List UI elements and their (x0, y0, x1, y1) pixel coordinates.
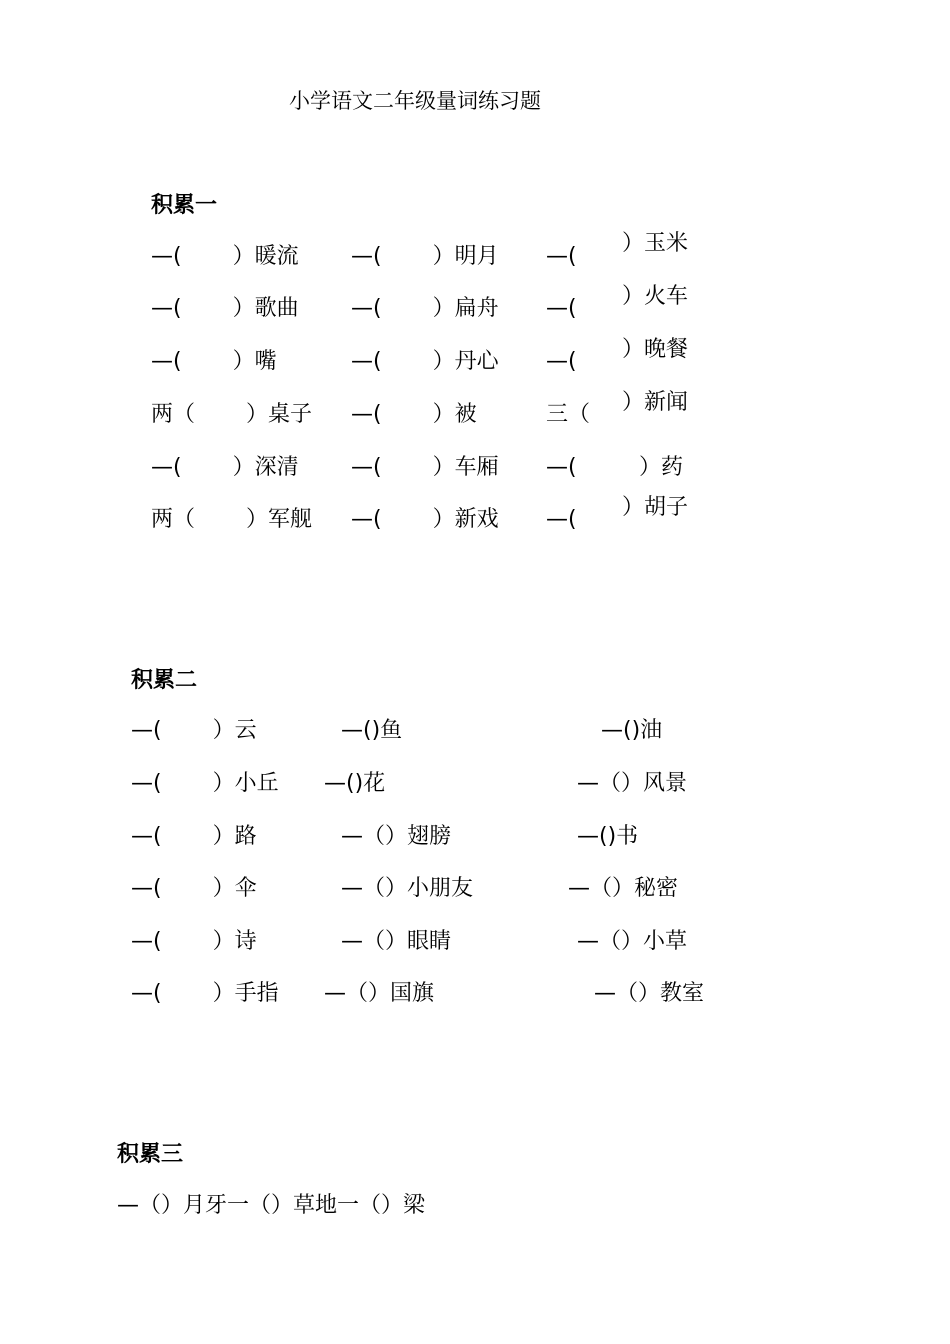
exercise-item: —( ）嘴 (151, 349, 277, 374)
exercise-item: 三（ (546, 402, 591, 427)
exercise-item: —（）小草 (577, 929, 688, 954)
exercise-item: —( ）手指 (131, 981, 279, 1006)
exercise-item: —（）小朋友 (341, 876, 474, 901)
exercise-item: —( ）车厢 (351, 455, 499, 480)
exercise-item: —( (546, 455, 577, 480)
exercise-item: ）药 (639, 455, 684, 480)
exercise-item-wrapped: ）玉米 (622, 231, 689, 256)
exercise-item: —（）秘密 (568, 876, 679, 901)
exercise-item: 两（ ）桌子 (151, 402, 312, 427)
exercise-item-wrapped: ）新闻 (622, 390, 689, 415)
exercise-item: —()书 (577, 824, 639, 849)
exercise-item: —( ）小丘 (131, 771, 279, 796)
section1-heading: 积累一 (151, 193, 218, 218)
exercise-item: —（）风景 (577, 771, 688, 796)
exercise-item: —( ）歌曲 (151, 296, 299, 321)
exercise-item: —（）翅膀 (341, 824, 452, 849)
exercise-item: —( (546, 507, 577, 532)
exercise-item: —( ）诗 (131, 929, 257, 954)
exercise-item: —( (546, 349, 577, 374)
exercise-item: —()油 (601, 718, 663, 743)
exercise-item: —( (546, 244, 577, 269)
exercise-item: —( ）云 (131, 718, 257, 743)
exercise-item: —( ）扁舟 (351, 296, 499, 321)
exercise-item: —( ）深清 (151, 455, 299, 480)
exercise-item: —( ）被 (351, 402, 477, 427)
exercise-item: —（）眼睛 (341, 929, 452, 954)
exercise-item: —（）国旗 (324, 981, 435, 1006)
exercise-item: —（）教室 (594, 981, 705, 1006)
exercise-item-wrapped: ）火车 (622, 284, 689, 309)
exercise-item: —()花 (324, 771, 386, 796)
exercise-item: —( ）路 (131, 824, 257, 849)
page-title: 小学语文二年级量词练习题 (289, 89, 541, 113)
exercise-item-wrapped: ）晚餐 (622, 337, 689, 362)
exercise-item: —( ）暖流 (151, 244, 299, 269)
exercise-item: —( ）伞 (131, 876, 257, 901)
exercise-line: —（）月牙一（）草地一（）梁 (117, 1193, 426, 1218)
exercise-item: —( ）新戏 (351, 507, 499, 532)
exercise-item-wrapped: ）胡子 (622, 495, 689, 520)
section2-heading: 积累二 (131, 668, 198, 693)
exercise-item: —()鱼 (341, 718, 403, 743)
exercise-item: —( ）丹心 (351, 349, 499, 374)
section3-heading: 积累三 (117, 1142, 184, 1167)
exercise-item: —( (546, 296, 577, 321)
exercise-item: —( ）明月 (351, 244, 499, 269)
exercise-item: 两（ ）军舰 (151, 507, 312, 532)
